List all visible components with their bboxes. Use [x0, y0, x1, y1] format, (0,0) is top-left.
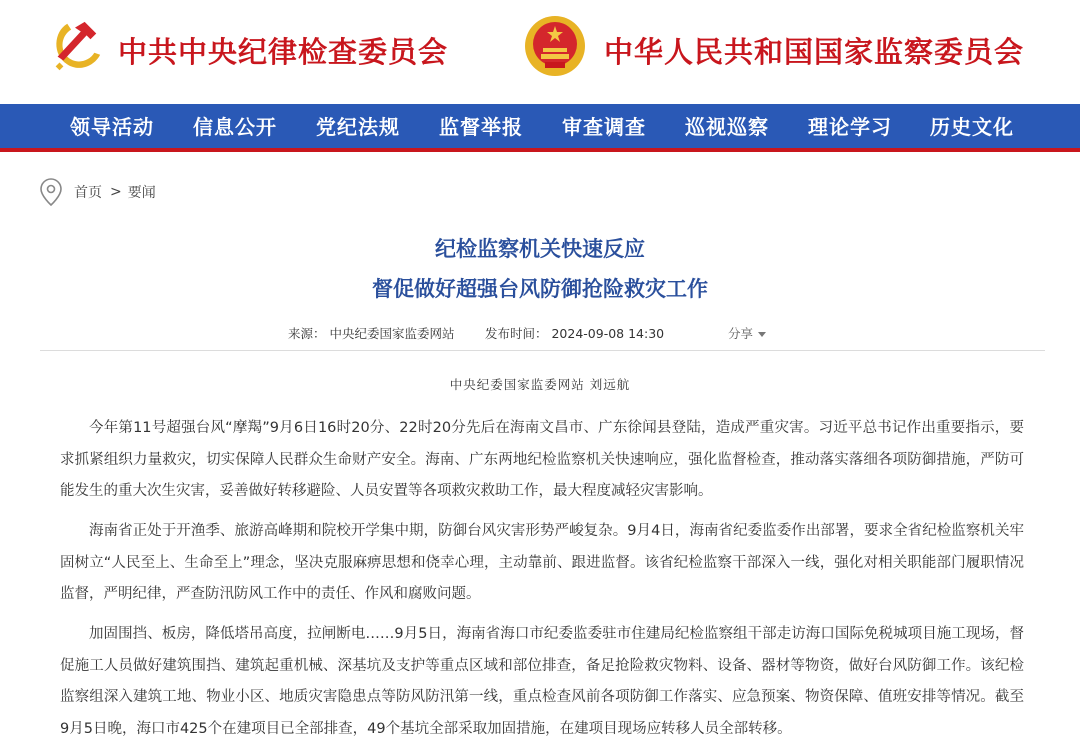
nav-item-party-regulations[interactable]: 党纪法规	[316, 115, 400, 139]
nav-item-inspection[interactable]: 巡视巡察	[685, 115, 769, 139]
national-emblem-icon[interactable]	[523, 14, 587, 78]
nav-item-info-disclosure[interactable]: 信息公开	[193, 115, 277, 139]
party-emblem-icon[interactable]	[46, 18, 104, 76]
org-name-nsc: 中华人民共和国国家监察委员会	[604, 35, 1025, 69]
location-pin-icon	[40, 178, 62, 206]
nav-item-investigation[interactable]: 审查调查	[562, 115, 646, 139]
article-title-line1: 纪检监察机关快速反应	[435, 237, 645, 261]
article-source: 来源： 中央纪委国家监委网站	[288, 326, 455, 341]
article-paragraph-1: 今年第11号超强台风“摩羯”9月6日16时20分、22时20分先后在海南文昌市、广东徐闻县登陆，造成严重灾害。习近平总书记作出重要指示，要求抓紧组织力量救灾，切实保障人民群众生命财产安全。海南、广东两地纪检监察机关快速响应，强化监督检查，推动落实落细各项防御措施，严防可能发生的重大次生灾害，妥善做好转移避险、人员安置等各项救灾救助工作，最大程度减轻灾害影响。	[60, 420, 1024, 499]
article-title-line2: 督促做好超强台风防御抢险救灾工作	[372, 277, 708, 301]
article-publish-time: 发布时间： 2024-09-08 14:30	[485, 326, 665, 341]
meta-divider	[40, 350, 1045, 351]
share-label: 分享	[728, 326, 754, 341]
site-header	[0, 0, 1080, 108]
nav-item-theory[interactable]: 理论学习	[808, 115, 892, 139]
org-name-ccdi: 中共中央纪律检查委员会	[118, 35, 449, 69]
share-button[interactable]	[728, 324, 766, 342]
article-paragraph-2: 海南省正处于开渔季、旅游高峰期和院校开学集中期，防御台风灾害形势严峻复杂。9月4日，海南省纪委监委作出部署，要求全省纪检监察机关牢固树立“人民至上、生命至上”理念，坚决克服麻痹思想和侥幸心理，主动靠前、跟进监督。该省纪检监察干部深入一线，强化对相关职能部门履职情况监督，严明纪律，严查防汛防风工作中的责任、作风和腐败问题。	[60, 523, 1024, 602]
nav-item-history[interactable]: 历史文化	[930, 115, 1014, 139]
main-nav	[0, 104, 1080, 152]
breadcrumb-separator: >	[110, 184, 122, 200]
caret-down-icon	[758, 332, 766, 337]
nav-item-leadership[interactable]: 领导活动	[70, 115, 154, 139]
nav-item-report[interactable]: 监督举报	[439, 115, 523, 139]
article-paragraph-3: 加固围挡、板房，降低塔吊高度，拉闸断电……9月5日，海南省海口市纪委监委驻市住建局纪检监察组干部走访海口国际免税城项目施工现场，督促施工人员做好建筑围挡、建筑起重机械、深基坑及支护等重点区域和部位排查，备足抢险救灾物料、设备、器材等物资，做好台风防御工作。该纪检监察组深入建筑工地、物业小区、地质灾害隐患点等防风防汛第一线，重点检查风前各项防御工作落实、应急预案、物资保障、值班安排等情况。截至9月5日晚，海口市425个在建项目已全部排查，49个基坑全部采取加固措施，在建项目现场应转移人员全部转移。	[60, 626, 1024, 737]
breadcrumb-home-link[interactable]: 首页	[74, 185, 102, 201]
breadcrumb	[40, 178, 156, 206]
article-byline: 中央纪委国家监委网站 刘远航	[449, 377, 631, 392]
breadcrumb-current-link[interactable]: 要闻	[127, 185, 156, 201]
